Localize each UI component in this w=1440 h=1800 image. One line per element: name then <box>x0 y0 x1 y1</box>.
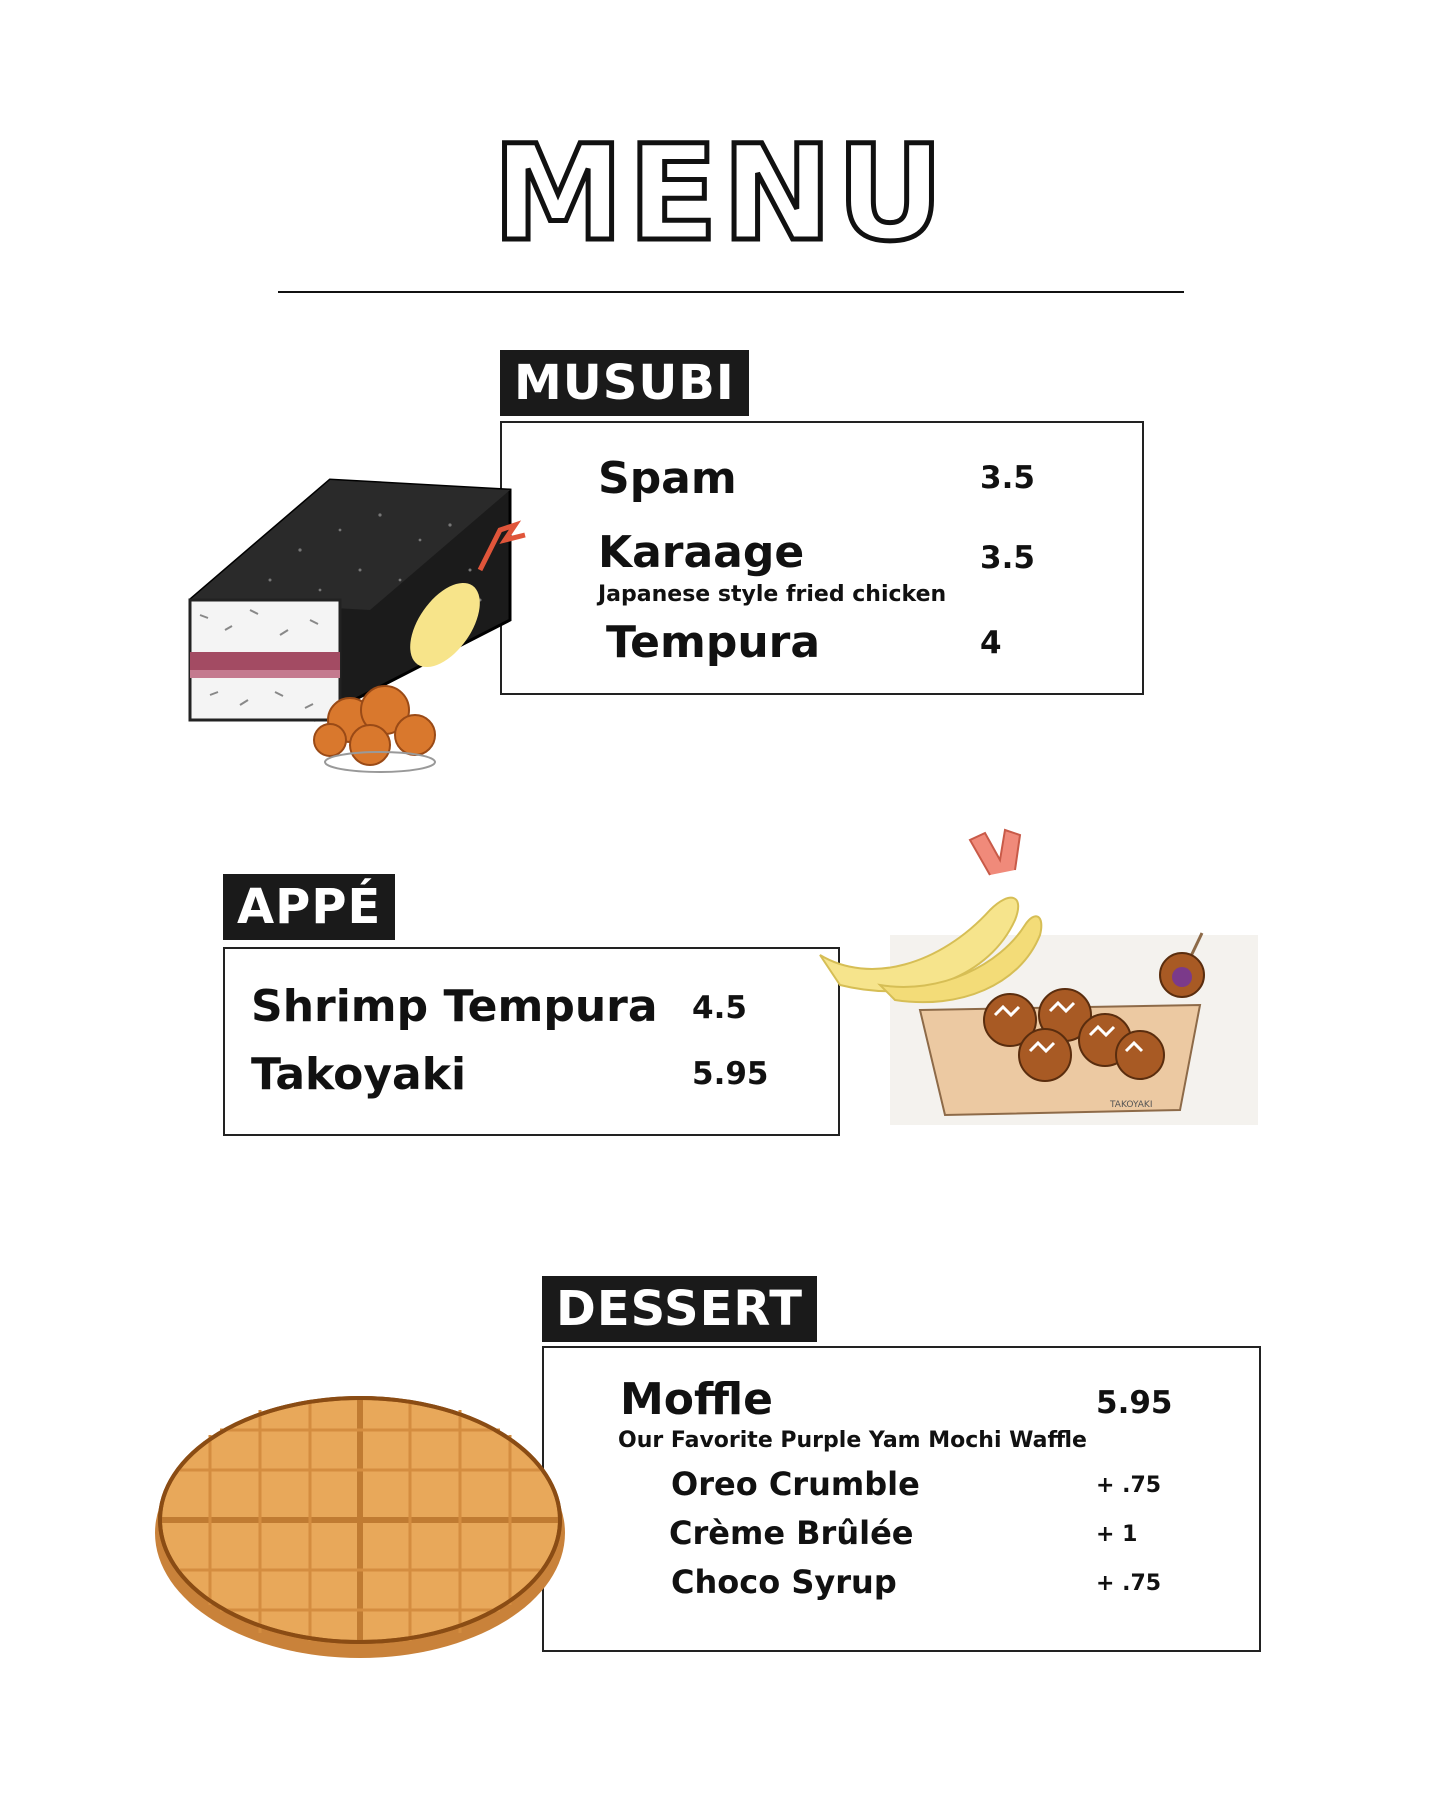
waffle-illustration <box>150 1375 570 1665</box>
title-divider <box>278 291 1184 293</box>
item-desc-moffle: Our Favorite Purple Yam Mochi Waffle <box>618 1428 1087 1453</box>
tempura-takoyaki-illustration <box>810 815 1260 1130</box>
item-price-moffle: 5.95 <box>1096 1385 1173 1421</box>
addon-name-creme-brulee: Crème Brûlée <box>669 1514 914 1552</box>
item-name-moffle: Moffle <box>620 1374 773 1425</box>
addon-price-creme-brulee: + 1 <box>1096 1522 1138 1547</box>
addon-price-choco-syrup: + .75 <box>1096 1571 1162 1596</box>
item-name-tempura: Tempura <box>606 617 821 668</box>
takoyaki-tray-text: TAKOYAKI <box>1110 1100 1153 1110</box>
section-tag-musubi: MUSUBI <box>500 350 749 416</box>
addon-name-oreo-crumble: Oreo Crumble <box>671 1465 920 1503</box>
menu-title: MENU <box>492 117 948 271</box>
section-tag-appe: APPÉ <box>223 874 395 940</box>
musubi-illustration <box>180 470 580 790</box>
item-price-tempura: 4 <box>980 625 1002 661</box>
section-tag-dessert: DESSERT <box>542 1276 817 1342</box>
musubi-menu-box <box>500 421 1144 695</box>
item-price-karaage: 3.5 <box>980 540 1035 576</box>
appe-menu-box <box>223 947 840 1136</box>
item-name-karaage: Karaage <box>598 527 805 578</box>
addon-name-choco-syrup: Choco Syrup <box>671 1563 897 1601</box>
item-name-shrimp-tempura: Shrimp Tempura <box>251 981 658 1032</box>
item-price-spam: 3.5 <box>980 460 1035 496</box>
item-price-takoyaki: 5.95 <box>692 1056 769 1092</box>
item-name-spam: Spam <box>598 453 737 504</box>
item-name-takoyaki: Takoyaki <box>251 1049 467 1100</box>
item-desc-karaage: Japanese style fried chicken <box>598 582 947 607</box>
dessert-menu-box <box>542 1346 1261 1652</box>
item-price-shrimp-tempura: 4.5 <box>692 990 747 1026</box>
addon-price-oreo-crumble: + .75 <box>1096 1473 1162 1498</box>
